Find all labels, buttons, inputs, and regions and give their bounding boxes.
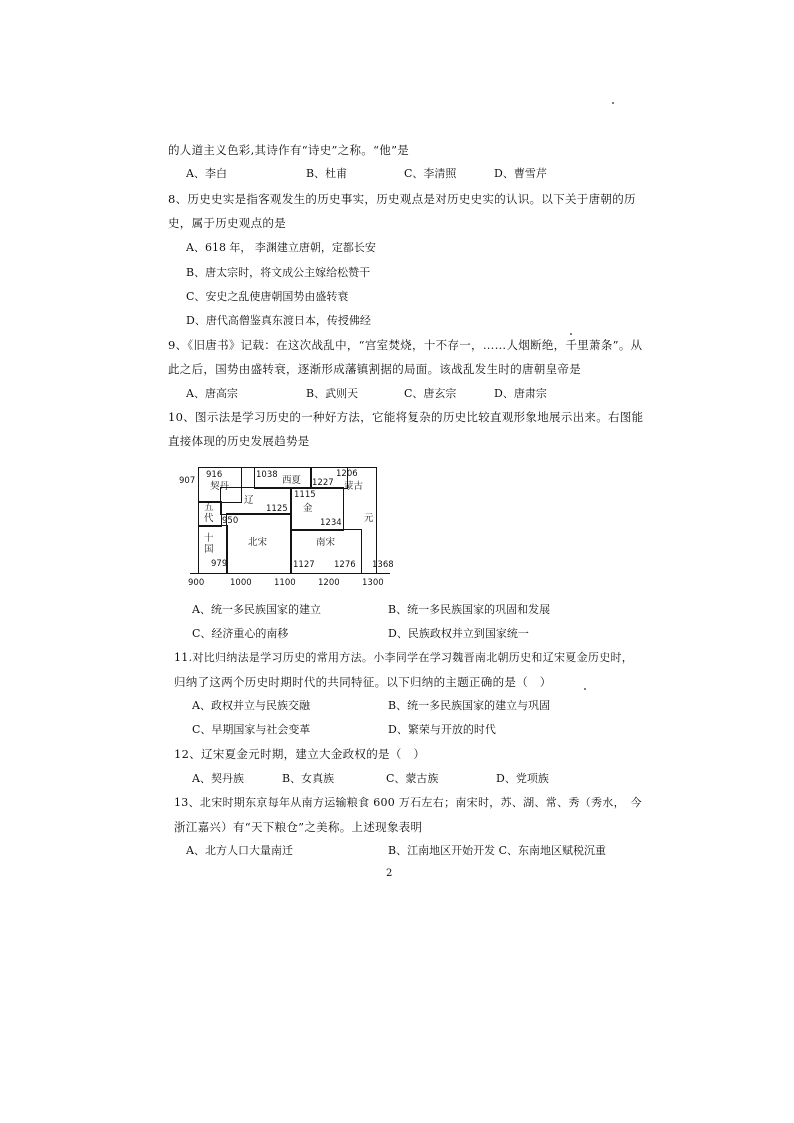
label-1227: 1227: [312, 478, 334, 488]
label-1276: 1276: [334, 560, 356, 570]
label-979: 979: [211, 559, 228, 569]
q8-option-c[interactable]: C、安史之乱使唐朝国势由盛转衰: [186, 290, 349, 303]
label-1038: 1038: [256, 470, 278, 480]
q8-stem-line1: 8、历史史实是指客观发生的历史事实，历史观点是对历史史实的认识。以下关于唐朝的历: [168, 192, 636, 206]
q11-option-d[interactable]: D、繁荣与开放的时代: [388, 723, 496, 736]
dynasty-timeline-diagram: [176, 462, 408, 592]
label-yuan: 元: [364, 513, 374, 524]
axis-tick-1200: 1200: [318, 578, 340, 588]
q10-stem-line1: 10、图示法是学习历史的一种好方法，它能将复杂的历史比较直观形象地展示出来。右图能: [168, 410, 644, 424]
q11-stem-line1: 11.对比归纳法是学习历史的常用方法。小李同学在学习魏晋南北朝历史和辽宋夏金历史时，: [174, 651, 634, 664]
q13-option-a[interactable]: A、北方人口大量南迁: [186, 844, 293, 857]
label-1206: 1206: [336, 469, 358, 479]
label-xixia: 西夏: [282, 475, 302, 486]
axis-tick-1000: 1000: [230, 578, 252, 588]
q7-option-b[interactable]: B、杜甫: [306, 167, 348, 180]
q8-option-a[interactable]: A、618 年， 李渊建立唐朝，定都长安: [186, 241, 376, 254]
q9-option-d[interactable]: D、唐肃宗: [494, 387, 547, 400]
q8-option-b[interactable]: B、唐太宗时，将文成公主嫁给松赞干: [186, 266, 371, 279]
axis-tick-1300: 1300: [362, 578, 384, 588]
q12-option-a[interactable]: A、契丹族: [192, 772, 244, 785]
label-khitan: 契丹: [210, 481, 230, 492]
label-nansong: 南宋: [316, 537, 336, 548]
q12-option-b[interactable]: B、女真族: [282, 772, 335, 785]
label-mongol: 蒙古: [344, 481, 364, 492]
q10-option-a[interactable]: A、统一多民族国家的建立: [192, 603, 321, 616]
q7-stem-tail: 的人道主义色彩,其诗作有“诗史”之称。“他”是: [168, 143, 410, 157]
q9-option-a[interactable]: A、唐高宗: [186, 387, 238, 400]
label-beisong: 北宋: [248, 537, 268, 548]
q10-option-c[interactable]: C、经济重心的南移: [192, 627, 289, 640]
label-wudai-2: 代: [204, 513, 214, 524]
label-1115: 1115: [294, 490, 316, 500]
label-1127: 1127: [293, 560, 315, 570]
q10-option-d[interactable]: D、民族政权并立到国家统一: [388, 627, 529, 640]
label-liao: 辽: [244, 495, 254, 506]
q12-option-c[interactable]: C、蒙古族: [386, 772, 439, 785]
axis-tick-900: 900: [188, 578, 205, 588]
q12-option-d[interactable]: D、党项族: [496, 772, 549, 785]
label-907: 907: [179, 476, 196, 486]
q11-option-a[interactable]: A、政权并立与民族交融: [192, 699, 310, 712]
label-jin: 金: [303, 503, 313, 514]
axis-tick-1100: 1100: [274, 578, 296, 588]
q10-stem-line2: 直接体现的历史发展趋势是: [168, 434, 310, 448]
label-916: 916: [206, 470, 223, 480]
q8-option-d[interactable]: D、唐代高僧鉴真东渡日本，传授佛经: [186, 314, 371, 327]
q9-option-b[interactable]: B、武则天: [306, 387, 359, 400]
q11-option-b[interactable]: B、统一多民族国家的建立与巩固: [388, 699, 551, 712]
label-1234: 1234: [320, 518, 342, 528]
q9-stem-line1: 9、《旧唐书》记载：在这次战乱中，“宫室焚烧，十不存一，……人烟断绝，千里萧条”。从: [168, 338, 643, 352]
label-shiguo-2: 国: [204, 544, 214, 555]
q9-stem-line2: 此之后，国势由盛转衰，逐渐形成藩镇割据的局面。该战乱发生时的唐朝皇帝是: [168, 362, 581, 376]
q10-option-b[interactable]: B、统一多民族国家的巩固和发展: [388, 603, 551, 616]
label-wudai-1: 五: [204, 502, 214, 513]
scan-speck: [584, 688, 586, 690]
q7-option-d[interactable]: D、曹雪芹: [494, 167, 547, 180]
q12-stem: 12、辽宋夏金元时期，建立大金政权的是（ ）: [174, 747, 426, 761]
label-1125: 1125: [266, 504, 288, 514]
q7-option-a[interactable]: A、李白: [186, 167, 227, 180]
label-shiguo-1: 十: [204, 533, 214, 544]
scan-speck: [570, 333, 572, 335]
q7-option-c[interactable]: C、李清照: [404, 167, 457, 180]
scan-speck: [612, 102, 614, 104]
q13-stem-line2: 浙江嘉兴）有“天下粮仓”之美称。上述现象表明: [174, 820, 423, 834]
q11-stem-line2: 归纳了这两个历史时期时代的共同特征。以下归纳的主题正确的是（ ）: [174, 675, 552, 689]
q8-stem-line2: 史，属于历史观点的是: [168, 216, 286, 230]
label-950: 950: [222, 516, 239, 526]
q13-option-bc[interactable]: B、江南地区开始开发 C、东南地区赋税沉重: [388, 844, 606, 857]
q9-option-c[interactable]: C、唐玄宗: [404, 387, 457, 400]
page-number: 2: [386, 868, 393, 879]
q13-stem-line1: 13、北宋时期东京每年从南方运输粮食 600 万石左右；南宋时，苏、湖、常、秀（秀水， 今: [174, 796, 642, 809]
label-1368: 1368: [372, 560, 394, 570]
q11-option-c[interactable]: C、早期国家与社会变革: [192, 723, 311, 736]
